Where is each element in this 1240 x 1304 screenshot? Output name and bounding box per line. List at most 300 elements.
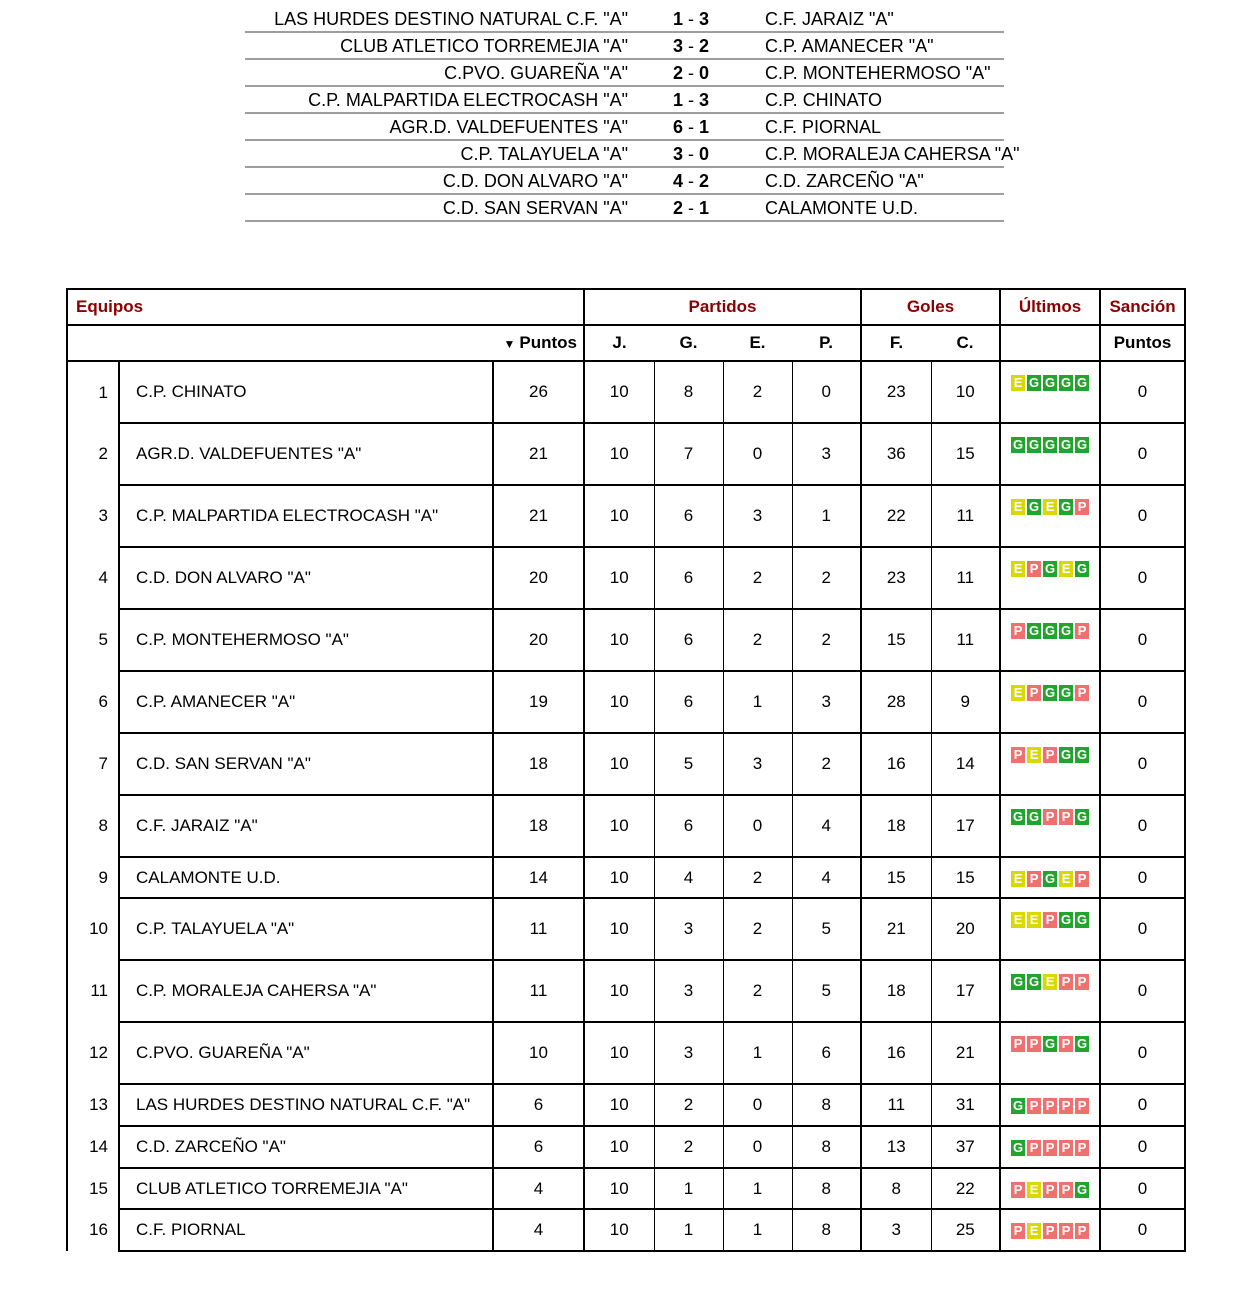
position: 3 xyxy=(67,485,119,547)
lost: 2 xyxy=(792,733,861,795)
table-row xyxy=(67,1209,1185,1251)
form-badge: P xyxy=(1075,871,1089,887)
team-name: C.P. MALPARTIDA ELECTROCASH "A" xyxy=(119,485,493,547)
form-badge: E xyxy=(1011,561,1025,577)
table-row xyxy=(67,1168,1185,1209)
form-badge: P xyxy=(1011,1223,1025,1239)
form-badge: G xyxy=(1060,912,1072,927)
goals-for: 36 xyxy=(861,423,931,485)
drawn: 1 xyxy=(723,1022,792,1084)
played: 10 xyxy=(584,671,654,733)
table-row xyxy=(67,547,1185,609)
form-badge: G xyxy=(1060,623,1072,638)
last-results xyxy=(1000,1084,1100,1126)
form-badge: P xyxy=(1011,1036,1025,1052)
team-points: 11 xyxy=(493,960,584,1022)
result-away-team: C.P. CHINATO xyxy=(765,90,883,110)
sancion-points: 0 xyxy=(1100,547,1185,609)
played: 10 xyxy=(584,857,654,898)
form-badge: P xyxy=(1059,1140,1073,1156)
sancion-points: 0 xyxy=(1100,1126,1185,1168)
position: 4 xyxy=(67,547,119,609)
lost: 5 xyxy=(792,898,861,960)
table-row xyxy=(67,1084,1185,1126)
goals-for: 15 xyxy=(861,857,931,898)
goals-against: 17 xyxy=(931,795,1000,857)
result-home-team: C.D. DON ALVARO "A" xyxy=(442,171,628,191)
result-score: 1 - 3 xyxy=(672,9,710,29)
result-home-team: LAS HURDES DESTINO NATURAL C.F. "A" xyxy=(274,9,628,29)
result-row xyxy=(245,33,1004,60)
lost: 0 xyxy=(792,361,861,423)
team-name: LAS HURDES DESTINO NATURAL C.F. "A" xyxy=(119,1084,493,1126)
form-badge: E xyxy=(1011,912,1025,928)
sort-puntos-header[interactable] xyxy=(67,325,584,361)
team-name: CALAMONTE U.D. xyxy=(119,857,493,898)
result-home-goals: 6 xyxy=(672,117,683,137)
form-badge: P xyxy=(1027,871,1041,887)
form-badge: G xyxy=(1076,375,1088,390)
won: 6 xyxy=(654,547,723,609)
drawn: 2 xyxy=(723,361,792,423)
result-away-goals: 0 xyxy=(699,63,710,83)
drawn: 2 xyxy=(723,547,792,609)
lost: 5 xyxy=(792,960,861,1022)
goals-against: 14 xyxy=(931,733,1000,795)
team-points: 20 xyxy=(493,547,584,609)
form-badge: G xyxy=(1060,499,1072,514)
last-results xyxy=(1000,960,1100,1022)
position: 14 xyxy=(67,1126,119,1168)
form-badge: P xyxy=(1059,809,1073,825)
team-name: C.P. TALAYUELA "A" xyxy=(119,898,493,960)
position: 11 xyxy=(67,960,119,1022)
result-home-team: C.P. MALPARTIDA ELECTROCASH "A" xyxy=(308,90,628,110)
position: 7 xyxy=(67,733,119,795)
result-row xyxy=(245,60,1004,87)
goals-for: 18 xyxy=(861,960,931,1022)
result-away-team: C.D. ZARCEÑO "A" xyxy=(765,171,924,191)
form-badge: P xyxy=(1059,1098,1073,1114)
goals-against: 20 xyxy=(931,898,1000,960)
lost: 8 xyxy=(792,1126,861,1168)
form-badge: P xyxy=(1043,1140,1057,1156)
result-home-team: C.P. TALAYUELA "A" xyxy=(460,144,628,164)
team-name: CLUB ATLETICO TORREMEJIA "A" xyxy=(119,1168,493,1209)
last-results xyxy=(1000,1126,1100,1168)
drawn: 0 xyxy=(723,423,792,485)
form-badge: P xyxy=(1075,1098,1089,1114)
won: 5 xyxy=(654,733,723,795)
goals-against: 11 xyxy=(931,547,1000,609)
form-badge: P xyxy=(1027,561,1041,577)
result-away-team: CALAMONTE U.D. xyxy=(765,198,919,218)
form-badge: G xyxy=(1076,561,1088,576)
team-name: C.P. MORALEJA CAHERSA "A" xyxy=(119,960,493,1022)
won: 1 xyxy=(654,1168,723,1209)
form-badge: G xyxy=(1012,1140,1024,1155)
team-points: 20 xyxy=(493,609,584,671)
goals-against: 11 xyxy=(931,609,1000,671)
form-badge: P xyxy=(1059,1223,1073,1239)
result-row xyxy=(245,87,1004,114)
form-badge: P xyxy=(1011,623,1025,639)
won: 6 xyxy=(654,609,723,671)
form-badge: P xyxy=(1043,1223,1057,1239)
result-home-goals: 4 xyxy=(672,171,683,191)
sancion-points: 0 xyxy=(1100,1084,1185,1126)
header-f: F. xyxy=(861,325,931,361)
puntos-label: Puntos xyxy=(519,333,577,352)
result-away-team: C.F. PIORNAL xyxy=(765,117,882,137)
table-row xyxy=(67,423,1185,485)
won: 2 xyxy=(654,1126,723,1168)
form-badge: G xyxy=(1060,375,1072,390)
sancion-points: 0 xyxy=(1100,960,1185,1022)
result-row xyxy=(245,6,1004,33)
header-p: P. xyxy=(792,325,861,361)
last-results xyxy=(1000,795,1100,857)
results-list xyxy=(245,6,1020,222)
sancion-points: 0 xyxy=(1100,898,1185,960)
form-badge: G xyxy=(1028,809,1040,824)
result-score: 2 - 1 xyxy=(672,198,710,218)
goals-against: 15 xyxy=(931,423,1000,485)
won: 6 xyxy=(654,795,723,857)
table-row xyxy=(67,1022,1185,1084)
table-row xyxy=(67,361,1185,423)
lost: 1 xyxy=(792,485,861,547)
form-badge: P xyxy=(1075,499,1089,515)
played: 10 xyxy=(584,733,654,795)
form-badge: G xyxy=(1044,437,1056,452)
team-points: 6 xyxy=(493,1084,584,1126)
last-results xyxy=(1000,361,1100,423)
table-row xyxy=(67,609,1185,671)
result-away-goals: 2 xyxy=(699,171,710,191)
header-goles: Goles xyxy=(861,289,1000,325)
goals-against: 10 xyxy=(931,361,1000,423)
table-row xyxy=(67,485,1185,547)
lost: 8 xyxy=(792,1168,861,1209)
goals-for: 3 xyxy=(861,1209,931,1251)
form-badge: G xyxy=(1076,809,1088,824)
won: 2 xyxy=(654,1084,723,1126)
played: 10 xyxy=(584,1126,654,1168)
goals-against: 17 xyxy=(931,960,1000,1022)
table-row xyxy=(67,733,1185,795)
form-badge: E xyxy=(1011,375,1025,391)
last-results xyxy=(1000,547,1100,609)
drawn: 1 xyxy=(723,1168,792,1209)
form-badge: P xyxy=(1043,747,1057,763)
team-name: C.D. DON ALVARO "A" xyxy=(119,547,493,609)
header-g: G. xyxy=(654,325,723,361)
lost: 3 xyxy=(792,423,861,485)
header-ultimos: Últimos xyxy=(1000,289,1100,325)
result-score: 3 - 2 xyxy=(672,36,710,56)
table-row xyxy=(67,795,1185,857)
team-points: 6 xyxy=(493,1126,584,1168)
form-badge: G xyxy=(1044,685,1056,700)
result-row xyxy=(245,114,1004,141)
won: 6 xyxy=(654,485,723,547)
result-away-team: C.P. MORALEJA CAHERSA "A" xyxy=(765,144,1020,164)
sancion-points: 0 xyxy=(1100,671,1185,733)
team-name: C.D. SAN SERVAN "A" xyxy=(119,733,493,795)
position: 16 xyxy=(67,1209,119,1251)
team-points: 26 xyxy=(493,361,584,423)
team-name: C.D. ZARCEÑO "A" xyxy=(119,1126,493,1168)
result-score: 4 - 2 xyxy=(672,171,710,191)
result-away-goals: 3 xyxy=(699,90,710,110)
team-name: C.PVO. GUAREÑA "A" xyxy=(119,1022,493,1084)
form-badge: G xyxy=(1028,375,1040,390)
team-points: 19 xyxy=(493,671,584,733)
form-badge: P xyxy=(1059,974,1073,990)
drawn: 2 xyxy=(723,609,792,671)
won: 8 xyxy=(654,361,723,423)
form-badge: P xyxy=(1027,685,1041,701)
lost: 8 xyxy=(792,1209,861,1251)
form-badge: G xyxy=(1044,623,1056,638)
result-home-goals: 2 xyxy=(672,198,683,218)
goals-for: 22 xyxy=(861,485,931,547)
drawn: 1 xyxy=(723,671,792,733)
goals-against: 25 xyxy=(931,1209,1000,1251)
result-home-team: AGR.D. VALDEFUENTES "A" xyxy=(389,117,628,137)
goals-for: 23 xyxy=(861,361,931,423)
goals-for: 16 xyxy=(861,1022,931,1084)
played: 10 xyxy=(584,423,654,485)
result-away-team: C.P. AMANECER "A" xyxy=(765,36,934,56)
form-badge: G xyxy=(1028,974,1040,989)
result-away-goals: 3 xyxy=(699,9,710,29)
position: 5 xyxy=(67,609,119,671)
header-partidos: Partidos xyxy=(584,289,861,325)
team-name: C.P. AMANECER "A" xyxy=(119,671,493,733)
form-badge: G xyxy=(1012,437,1024,452)
result-home-team: C.PVO. GUAREÑA "A" xyxy=(444,63,628,83)
won: 3 xyxy=(654,960,723,1022)
form-badge: G xyxy=(1012,809,1024,824)
last-results xyxy=(1000,857,1100,898)
form-badge: E xyxy=(1059,561,1073,577)
team-points: 18 xyxy=(493,733,584,795)
drawn: 2 xyxy=(723,857,792,898)
team-name: C.F. JARAIZ "A" xyxy=(119,795,493,857)
drawn: 1 xyxy=(723,1209,792,1251)
position: 9 xyxy=(67,857,119,898)
form-badge: P xyxy=(1043,1182,1057,1198)
last-results xyxy=(1000,1168,1100,1209)
position: 12 xyxy=(67,1022,119,1084)
sancion-points: 0 xyxy=(1100,609,1185,671)
won: 3 xyxy=(654,898,723,960)
position: 2 xyxy=(67,423,119,485)
goals-for: 15 xyxy=(861,609,931,671)
header-j: J. xyxy=(584,325,654,361)
form-badge: P xyxy=(1043,809,1057,825)
form-badge: G xyxy=(1060,437,1072,452)
form-badge: G xyxy=(1076,437,1088,452)
form-badge: G xyxy=(1044,871,1056,886)
form-badge: E xyxy=(1011,871,1025,887)
position: 15 xyxy=(67,1168,119,1209)
sancion-points: 0 xyxy=(1100,733,1185,795)
form-badge: P xyxy=(1027,1098,1041,1114)
result-away-goals: 1 xyxy=(699,117,710,137)
header-equipos: Equipos xyxy=(67,289,584,325)
header-e: E. xyxy=(723,325,792,361)
result-home-team: CLUB ATLETICO TORREMEJIA "A" xyxy=(340,36,628,56)
sancion-points: 0 xyxy=(1100,423,1185,485)
result-row xyxy=(245,195,1004,222)
goals-against: 15 xyxy=(931,857,1000,898)
form-badge: G xyxy=(1012,1098,1024,1113)
form-badge: P xyxy=(1075,974,1089,990)
played: 10 xyxy=(584,1084,654,1126)
team-points: 14 xyxy=(493,857,584,898)
position: 6 xyxy=(67,671,119,733)
form-badge: E xyxy=(1059,871,1073,887)
form-badge: E xyxy=(1027,912,1041,928)
played: 10 xyxy=(584,547,654,609)
form-badge: G xyxy=(1012,974,1024,989)
result-away-goals: 2 xyxy=(699,36,710,56)
drawn: 0 xyxy=(723,795,792,857)
result-away-goals: 0 xyxy=(699,144,710,164)
team-points: 10 xyxy=(493,1022,584,1084)
header-sancion-puntos: Puntos xyxy=(1100,325,1185,361)
last-results xyxy=(1000,1022,1100,1084)
form-badge: P xyxy=(1075,623,1089,639)
goals-for: 8 xyxy=(861,1168,931,1209)
table-row xyxy=(67,960,1185,1022)
form-badge: G xyxy=(1076,912,1088,927)
goals-against: 9 xyxy=(931,671,1000,733)
goals-for: 11 xyxy=(861,1084,931,1126)
team-points: 18 xyxy=(493,795,584,857)
last-results xyxy=(1000,609,1100,671)
form-badge: P xyxy=(1027,1140,1041,1156)
form-badge: E xyxy=(1011,499,1025,515)
form-badge: P xyxy=(1011,1182,1025,1198)
last-results xyxy=(1000,733,1100,795)
position: 8 xyxy=(67,795,119,857)
goals-against: 11 xyxy=(931,485,1000,547)
goals-for: 16 xyxy=(861,733,931,795)
last-results xyxy=(1000,485,1100,547)
won: 6 xyxy=(654,671,723,733)
table-row xyxy=(67,671,1185,733)
goals-against: 21 xyxy=(931,1022,1000,1084)
result-home-goals: 1 xyxy=(672,90,683,110)
position: 1 xyxy=(67,361,119,423)
last-results xyxy=(1000,1209,1100,1251)
result-home-goals: 3 xyxy=(672,144,683,164)
result-row xyxy=(245,141,1020,168)
lost: 2 xyxy=(792,547,861,609)
team-name: C.P. MONTEHERMOSO "A" xyxy=(119,609,493,671)
table-row xyxy=(67,1126,1185,1168)
result-score: 2 - 0 xyxy=(672,63,710,83)
position: 10 xyxy=(67,898,119,960)
lost: 4 xyxy=(792,857,861,898)
lost: 8 xyxy=(792,1084,861,1126)
form-badge: G xyxy=(1028,499,1040,514)
sancion-points: 0 xyxy=(1100,857,1185,898)
won: 7 xyxy=(654,423,723,485)
won: 4 xyxy=(654,857,723,898)
team-points: 21 xyxy=(493,485,584,547)
drawn: 0 xyxy=(723,1084,792,1126)
result-row xyxy=(245,168,1004,195)
form-badge: E xyxy=(1043,974,1057,990)
goals-for: 28 xyxy=(861,671,931,733)
form-badge: P xyxy=(1059,1182,1073,1198)
sort-down-icon: ▼ xyxy=(503,337,516,351)
form-badge: E xyxy=(1027,1182,1041,1198)
form-badge: P xyxy=(1075,685,1089,701)
played: 10 xyxy=(584,898,654,960)
drawn: 2 xyxy=(723,960,792,1022)
form-badge: G xyxy=(1060,747,1072,762)
form-badge: E xyxy=(1027,747,1041,763)
drawn: 3 xyxy=(723,485,792,547)
team-name: C.P. CHINATO xyxy=(119,361,493,423)
result-home-goals: 3 xyxy=(672,36,683,56)
sancion-points: 0 xyxy=(1100,1168,1185,1209)
sancion-points: 0 xyxy=(1100,361,1185,423)
form-badge: P xyxy=(1011,747,1025,763)
form-badge: E xyxy=(1027,1223,1041,1239)
form-badge: P xyxy=(1027,1036,1041,1052)
last-results xyxy=(1000,423,1100,485)
played: 10 xyxy=(584,1168,654,1209)
played: 10 xyxy=(584,960,654,1022)
team-name: C.F. PIORNAL xyxy=(119,1209,493,1251)
lost: 3 xyxy=(792,671,861,733)
team-points: 4 xyxy=(493,1168,584,1209)
team-points: 21 xyxy=(493,423,584,485)
result-away-goals: 1 xyxy=(699,198,710,218)
form-badge: E xyxy=(1043,499,1057,515)
last-results xyxy=(1000,898,1100,960)
form-badge: P xyxy=(1043,1098,1057,1114)
played: 10 xyxy=(584,795,654,857)
goals-for: 21 xyxy=(861,898,931,960)
goals-for: 23 xyxy=(861,547,931,609)
form-badge: P xyxy=(1075,1140,1089,1156)
form-badge: P xyxy=(1059,1036,1073,1052)
standings-table xyxy=(66,288,1184,1252)
played: 10 xyxy=(584,1022,654,1084)
form-badge: G xyxy=(1060,685,1072,700)
team-points: 11 xyxy=(493,898,584,960)
sancion-points: 0 xyxy=(1100,485,1185,547)
lost: 4 xyxy=(792,795,861,857)
goals-for: 13 xyxy=(861,1126,931,1168)
won: 1 xyxy=(654,1209,723,1251)
team-name: AGR.D. VALDEFUENTES "A" xyxy=(119,423,493,485)
form-badge: G xyxy=(1076,1182,1088,1197)
sancion-points: 0 xyxy=(1100,795,1185,857)
won: 3 xyxy=(654,1022,723,1084)
drawn: 3 xyxy=(723,733,792,795)
goals-against: 37 xyxy=(931,1126,1000,1168)
form-badge: P xyxy=(1043,912,1057,928)
